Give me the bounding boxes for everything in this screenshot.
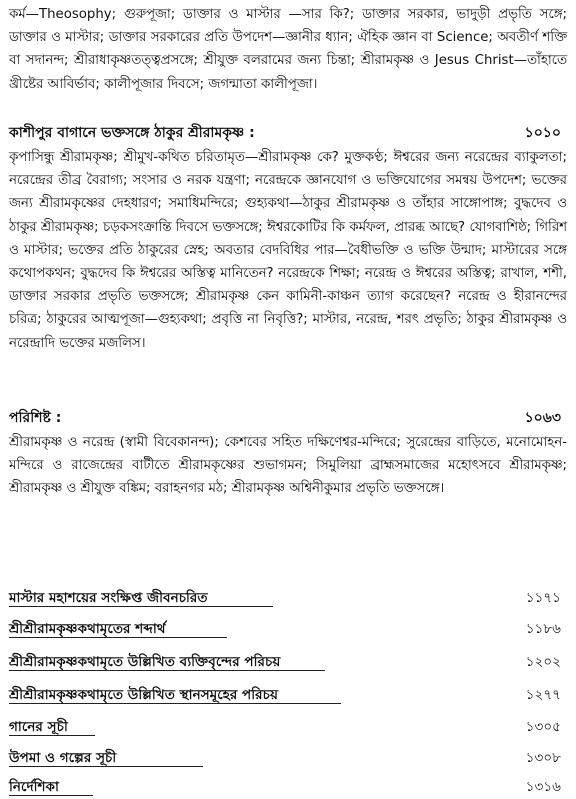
underline [9,670,325,671]
section-page-number: ১০৬৩ [524,410,561,426]
underline [9,606,273,607]
toc-page-number: ১১৮৬ [525,621,561,637]
toc-entry [9,743,567,767]
toc-title: মাস্টার মহাশয়ের সংক্ষিপ্ত জীবনচরিত [9,590,208,606]
toc-page-number: ১১৭১ [525,590,561,606]
toc-entry [9,614,567,638]
toc-page-number: ১৩১৬ [525,779,561,795]
intro-paragraph: কর্ম—Theosophy; গুরুপূজা; ডাক্তার ও মাস্টার —সার কি?; ডাক্তার সরকার, ভাদুড়ী প্রভৃতি সঙ্গে; ডাক্তার ও মাস্টার; ডাক্তার সরকারের প্রতি উপদেশ—জ্ঞানীর ধ্যান; ঐহিক জ্ঞান বা Science; অবতীর্ণ শক্তি বা সদানন্দ; শ্রীরাধাকৃষ্ণতত্ত্বপ্রসঙ্গে; শ্রীযুক্ত বলরামের জন্য চিন্তা; শ্রীরামকৃষ্ণ ও Jesus Christ—তাঁহাতে খ্রীষ্টের আবির্ভাব; কালীপূজার দিবসে; জগন্মাতা কালীপূজা। [9,7,567,92]
underline [9,637,227,638]
underline [9,795,93,796]
toc-page-number: ১৩০৮ [525,750,561,766]
toc-entry [9,647,567,671]
section-title: পরিশিষ্ট : [9,410,62,426]
toc-title: নির্দেশিকা [9,779,59,795]
toc-entry [9,772,567,796]
section-page-number: ১০১০ [524,125,561,141]
toc-title: শ্রীশ্রীরামকৃষ্ণকথামৃতে উল্লিখিত স্থানসমূহের পরিচয় [9,687,278,703]
toc-title: শ্রীশ্রীরামকৃষ্ণকথামৃতের শব্দার্থ [9,621,166,637]
section-paragraph-kashipur: কৃপাসিন্ধু শ্রীরামকৃষ্ণ; শ্রীমুখ-কথিত চরিতামৃত—শ্রীরামকৃষ্ণ কে? মুক্তকণ্ঠ; ঈশ্বরের জন্য নরেন্দ্রের ব্যাকুলতা; নরেন্দ্রের তীব্র বৈরাগ্য; সংসার ও নরক যন্ত্রণা; নরেন্দ্রকে জ্ঞানযোগ ও ভক্তিযোগের সমন্বয় উপদেশ; ভক্তের জন্য শ্রীরামকৃষ্ণের দেহধারণ; সমাধিমন্দিরে; গুহ্যকথা—ঠাকুর শ্রীরামকৃষ্ণ ও তাঁহার সাঙ্গোপাঙ্গ; বুদ্ধদেব ও ঠাকুর শ্রীরামকৃষ্ণ; চড়কসংক্রান্তি দিবসে ভক্তসঙ্গে; ঈশ্বরকোটির কি কর্মফল, প্রারব্ধ আছে? যোগবাশিষ্ঠ; গিরিশ ও মাস্টার; ভক্তের প্রতি ঠাকুরের স্নেহ; অবতার বেদবিধির পার—বৈধীভক্তি ও ভক্তি উন্মাদ; মাস্টারের সঙ্গে কথোপকথন; বুদ্ধদেব কি ঈশ্বরের অস্তিত্ব মানিতেন? নরেন্দ্রকে শিক্ষা; নরেন্দ্র ও ঈশ্বরের অস্তিত্ব; রাখাল, শশী, ডাক্তার সরকার প্রভৃতি ভক্তসঙ্গে; শ্রীরামকৃষ্ণ কেন কামিনী-কাঞ্চন ত্যাগ করেছেন? নরেন্দ্র ও হীরানন্দের চরিত্র; ঠাকুরের আত্মপূজা—গুহ্যকথা; প্রবৃত্তি না নিবৃত্তি?; মাস্টার, নরেন্দ্র, শরৎ প্রভৃতি; ঠাকুর শ্রীরামকৃষ্ণ ও নরেন্দ্রাদি ভক্তের মজলিস। [9,150,567,351]
toc-page-number: ১২০২ [525,654,561,670]
toc-title: গানের সূচী [9,719,68,735]
toc-title: শ্রীশ্রীরামকৃষ্ণকথামৃতে উল্লিখিত ব্যক্তিবৃন্দের পরিচয় [9,654,281,670]
section-heading-appendix [9,404,567,428]
toc-entry [9,583,567,607]
toc-page-number: ১৩০৫ [525,719,561,735]
toc-page-number: ১২৭৭ [525,687,561,703]
underline [9,766,203,767]
toc-entry [9,680,567,704]
underline [9,735,95,736]
underline [9,703,341,704]
toc-entry [9,712,567,736]
section-paragraph-appendix: শ্রীরামকৃষ্ণ ও নরেন্দ্র (স্বামী বিবেকানন্দ); কেশবের সহিত দক্ষিণেশ্বর-মন্দিরে; সুরেন্দ্রের বাড়িতে, মনোমোহন-মন্দিরে ও রাজেন্দ্রের বাটীতে শ্রীরামকৃষ্ণের শুভাগমন; সিমুলিয়া ব্রাহ্মসমাজের মহোৎসবে শ্রীরামকৃষ্ণ; শ্রীরামকৃষ্ণ ও শ্রীযুক্ত বঙ্কিম; বরাহনগর মঠ; শ্রীরামকৃষ্ণ অশ্বিনীকুমার প্রভৃতি ভক্তসঙ্গে। [9,435,567,497]
section-title: কাশীপুর বাগানে ভক্তসঙ্গে ঠাকুর শ্রীরামকৃষ্ণ : [9,125,255,141]
section-heading-kashipur [9,119,567,143]
toc-title: উপমা ও গল্পের সূচী [9,750,117,766]
